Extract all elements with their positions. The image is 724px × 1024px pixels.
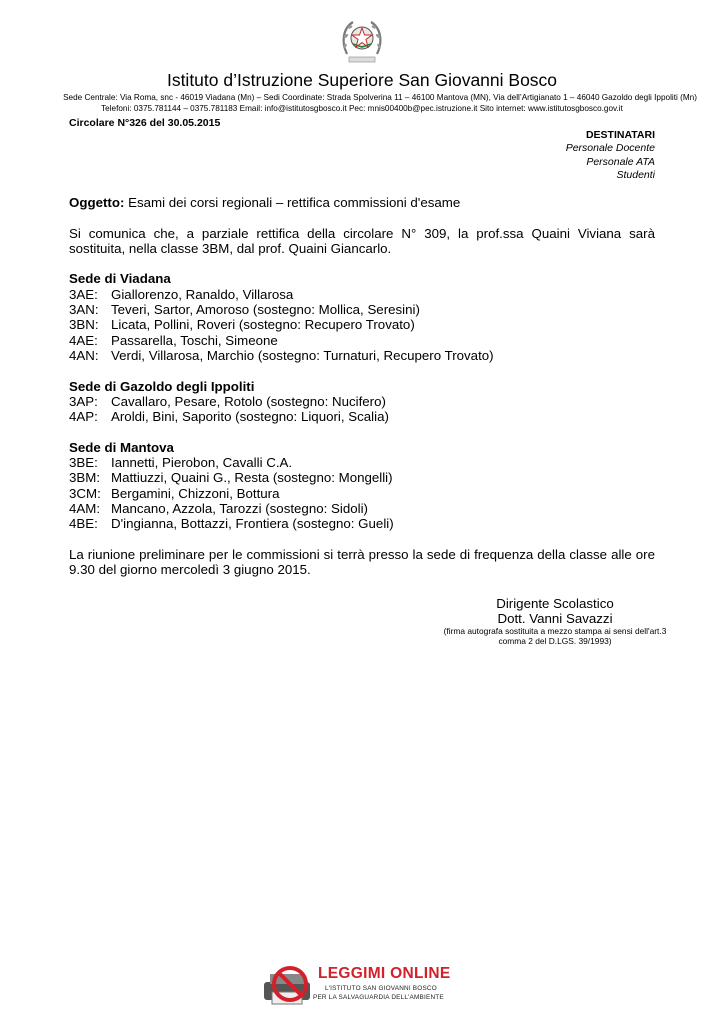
class-code: 3BN: xyxy=(69,317,99,333)
commission-members: Bergamini, Chizzoni, Bottura xyxy=(111,485,280,501)
commission-members: Mattiuzzi, Quaini G., Resta (sostegno: Mongelli) xyxy=(111,470,393,486)
intro-paragraph: Si comunica che, a parziale rettifica della circolare N° 309, la prof.ssa Quaini Viviana sarà sostituita, nella classe 3BM, dal prof. Quaini Giancarlo. xyxy=(69,225,655,256)
commission-row xyxy=(69,501,655,516)
institute-name: Istituto d’Istruzione Superiore San Giovanni Bosco xyxy=(166,70,558,90)
class-code: 3BM: xyxy=(69,470,101,486)
recipient-item: Personale Docente xyxy=(565,142,655,155)
recipient-item: Personale ATA xyxy=(586,155,655,168)
class-code: 3BE: xyxy=(69,455,98,471)
signer-name: Dott. Vanni Savazzi xyxy=(497,611,613,627)
site-heading: Sede di Mantova xyxy=(69,439,174,455)
commission-row xyxy=(69,348,655,363)
class-code: 4AN: xyxy=(69,347,99,363)
commission-row xyxy=(69,394,655,409)
commission-members: Teveri, Sartor, Amoroso (sostegno: Mollica, Seresini) xyxy=(111,302,420,318)
logo-subtitle: L'ISTITUTO SAN GIOVANNI BOSCO xyxy=(325,985,437,992)
letter-body xyxy=(69,195,655,577)
site-heading: Sede di Viadana xyxy=(69,271,171,287)
commission-row xyxy=(69,333,655,348)
class-code: 3AN: xyxy=(69,302,99,318)
commission-row xyxy=(69,455,655,470)
class-code: 4AM: xyxy=(69,500,101,516)
commission-row xyxy=(69,486,655,501)
commission-row xyxy=(69,516,655,531)
class-code: 3AE: xyxy=(69,286,98,302)
subject-label: Oggetto: xyxy=(69,195,125,210)
subject-line xyxy=(69,195,655,210)
republic-emblem xyxy=(339,14,385,68)
address-line: Sede Centrale: Via Roma, snc - 46019 Viadana (Mn) – Sedi Coordinate: Strada Spolverina 11 – 46100 Mantova (MN), Via dell’Artigianato 1 – 46040 Gazoldo degli Ippoliti (Mn) xyxy=(63,93,697,102)
site-heading: Sede di Gazoldo degli Ippoliti xyxy=(69,378,255,394)
class-code: 4AE: xyxy=(69,332,98,348)
commission-members: Cavallaro, Pesare, Rotolo (sostegno: Nucifero) xyxy=(111,393,386,409)
commission-members: Giallorenzo, Ranaldo, Villarosa xyxy=(111,286,294,302)
signature-block xyxy=(455,596,655,627)
circular-number: Circolare N°326 del 30.05.2015 xyxy=(69,117,221,129)
logo-title: LEGGIMI ONLINE xyxy=(318,965,451,982)
recipients-label: DESTINATARI xyxy=(585,129,655,141)
signer-role: Dirigente Scolastico xyxy=(496,596,614,611)
class-code: 4AP: xyxy=(69,409,98,425)
recipient-item: Studenti xyxy=(616,169,655,182)
commission-members: D'ingianna, Bottazzi, Frontiera (sostegno: Gueli) xyxy=(111,516,394,532)
commission-row xyxy=(69,302,655,317)
commission-row xyxy=(69,409,655,424)
commission-members: Aroldi, Bini, Saporito (sostegno: Liquori, Scalia) xyxy=(111,409,389,425)
no-print-icon xyxy=(262,962,322,1008)
contacts-line: Telefoni: 0375.781144 – 0375.781183 Email: info@istitutosgbosco.it Pec: mnis00400b@pec.istruzione.it Sito internet: www.istitutosgbosco.gov.it xyxy=(101,104,623,113)
commission-members: Iannetti, Pierobon, Cavalli C.A. xyxy=(111,455,293,471)
commission-members: Licata, Pollini, Roveri (sostegno: Recupero Trovato) xyxy=(111,317,415,333)
commission-members: Mancano, Azzola, Tarozzi (sostegno: Sidoli) xyxy=(111,500,368,516)
commission-members: Passarella, Toschi, Simeone xyxy=(111,332,278,348)
recipients-block xyxy=(566,129,655,183)
subject-text: Esami dei corsi regionali – rettifica commissioni d'esame xyxy=(128,195,461,210)
commission-row xyxy=(69,287,655,302)
commission-members: Verdi, Villarosa, Marchio (sostegno: Turnaturi, Recupero Trovato) xyxy=(111,347,494,363)
class-code: 4BE: xyxy=(69,516,98,532)
class-code: 3AP: xyxy=(69,393,98,409)
class-code: 3CM: xyxy=(69,485,101,501)
logo-subtitle: PER LA SALVAGUARDIA DELL'AMBIENTE xyxy=(313,994,444,1001)
commission-row xyxy=(69,470,655,485)
closing-paragraph: La riunione preliminare per le commissioni si terrà presso la sede di frequenza della classe alle ore 9.30 del giorno mercoledì 3 giugno 2015. xyxy=(69,546,655,578)
commission-row xyxy=(69,317,655,332)
signature-note: (firma autografa sostituita a mezzo stampa ai sensi dell'art.3 comma 2 del D.LGS. 39/1993) xyxy=(443,626,667,646)
